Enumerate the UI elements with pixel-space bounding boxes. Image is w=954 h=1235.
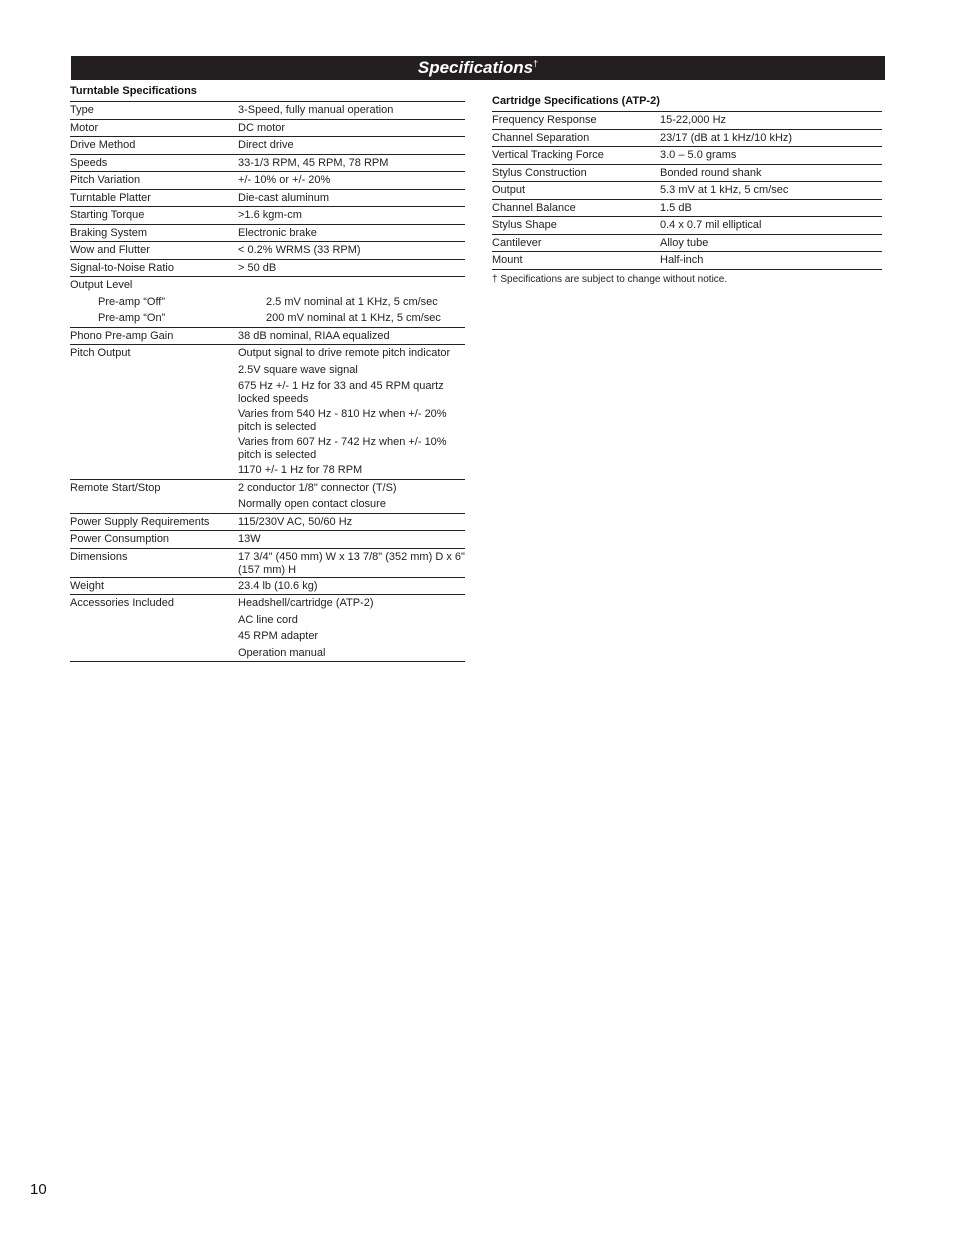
spec-line bbox=[70, 172, 465, 189]
spec-line bbox=[70, 207, 465, 224]
spec-value: Bonded round shank bbox=[660, 166, 762, 179]
spec-label: Type bbox=[70, 104, 94, 116]
spec-label: Pre-amp “On” bbox=[98, 312, 166, 324]
title-dagger: † bbox=[533, 58, 539, 69]
spec-value: Alloy tube bbox=[660, 236, 709, 249]
spec-value: 1.5 dB bbox=[660, 201, 692, 214]
spec-line bbox=[70, 628, 465, 645]
spec-label: Frequency Response bbox=[492, 114, 597, 126]
spec-label: Output Level bbox=[70, 279, 133, 291]
spec-line bbox=[70, 645, 465, 662]
spec-value: 3.0 – 5.0 grams bbox=[660, 149, 737, 161]
spec-label: Dimensions bbox=[70, 550, 128, 563]
spec-value: +/- 10% or +/- 20% bbox=[238, 174, 331, 186]
spec-label bbox=[70, 498, 238, 513]
spec-label: Motor bbox=[70, 121, 99, 134]
spec-value: Half-inch bbox=[660, 254, 704, 266]
spec-line bbox=[70, 549, 465, 577]
spec-line bbox=[70, 514, 465, 531]
spec-value: Electronic brake bbox=[238, 226, 317, 239]
spec-line bbox=[492, 112, 882, 129]
turntable-specs-section bbox=[70, 84, 465, 662]
spec-line bbox=[70, 328, 465, 345]
spec-value: Direct drive bbox=[238, 139, 294, 151]
spec-value: 0.4 x 0.7 mil elliptical bbox=[660, 219, 762, 231]
spec-label: Braking System bbox=[70, 226, 148, 239]
spec-line bbox=[492, 130, 882, 147]
spec-row bbox=[70, 154, 465, 172]
spec-line bbox=[70, 277, 465, 294]
spec-line bbox=[70, 120, 465, 137]
spec-value: 15-22,000 Hz bbox=[660, 114, 727, 126]
spec-row bbox=[70, 259, 465, 277]
spec-row bbox=[70, 548, 465, 577]
spec-row bbox=[70, 530, 465, 548]
spec-value: >1.6 kgm-cm bbox=[238, 209, 302, 221]
spec-value: 5.3 mV at 1 kHz, 5 cm/sec bbox=[660, 184, 789, 196]
spec-label: Phono Pre-amp Gain bbox=[70, 329, 174, 342]
spec-row bbox=[70, 513, 465, 531]
cartridge-specs-table bbox=[492, 111, 882, 270]
spec-line bbox=[70, 595, 465, 612]
spec-value: 17 3/4" (450 mm) W x 13 7/8" (352 mm) D x 6" (157 mm) H bbox=[238, 550, 465, 576]
turntable-specs-table bbox=[70, 101, 465, 662]
spec-row bbox=[492, 111, 882, 129]
spec-label: Stylus Construction bbox=[492, 166, 587, 179]
spec-value: 45 RPM adapter bbox=[238, 630, 319, 642]
spec-line bbox=[70, 345, 465, 362]
spec-row bbox=[70, 136, 465, 154]
spec-row bbox=[492, 199, 882, 217]
spec-label bbox=[70, 630, 238, 645]
spec-line bbox=[70, 294, 465, 311]
spec-row bbox=[70, 327, 465, 345]
spec-line bbox=[70, 260, 465, 277]
spec-line bbox=[70, 480, 465, 497]
spec-row bbox=[492, 234, 882, 252]
spec-label: Weight bbox=[70, 579, 105, 592]
spec-label bbox=[70, 464, 238, 479]
spec-value: > 50 dB bbox=[238, 261, 277, 274]
page-number: 10 bbox=[30, 1181, 47, 1198]
spec-line bbox=[70, 462, 465, 479]
spec-label bbox=[70, 647, 238, 662]
spec-label: Starting Torque bbox=[70, 209, 145, 221]
spec-row bbox=[70, 171, 465, 189]
spec-value: 115/230V AC, 50/60 Hz bbox=[238, 515, 353, 528]
spec-label: Channel Separation bbox=[492, 131, 590, 144]
turntable-specs-title: Turntable Specifications bbox=[70, 85, 197, 97]
spec-line bbox=[492, 182, 882, 199]
spec-value: AC line cord bbox=[238, 613, 298, 626]
spec-label: Power Supply Requirements bbox=[70, 515, 210, 528]
spec-line bbox=[70, 102, 465, 119]
spec-value: 675 Hz +/- 1 Hz for 33 and 45 RPM quartz locked speeds bbox=[238, 380, 444, 405]
spec-line bbox=[70, 310, 465, 327]
spec-label: Signal-to-Noise Ratio bbox=[70, 261, 174, 274]
spec-line bbox=[492, 252, 882, 269]
spec-value: 23.4 lb (10.6 kg) bbox=[238, 579, 318, 592]
spec-value bbox=[238, 279, 465, 294]
cartridge-specs-title: Cartridge Specifications (ATP-2) bbox=[492, 95, 660, 107]
page-title: Specifications bbox=[417, 58, 534, 77]
spec-line bbox=[70, 137, 465, 154]
spec-value: 1170 +/- 1 Hz for 78 RPM bbox=[238, 464, 363, 476]
spec-row bbox=[70, 594, 465, 662]
spec-row bbox=[70, 206, 465, 224]
spec-value: 200 mV nominal at 1 KHz, 5 cm/sec bbox=[266, 312, 441, 324]
spec-label bbox=[70, 408, 238, 434]
spec-line bbox=[492, 200, 882, 217]
spec-label: Accessories Included bbox=[70, 597, 174, 609]
spec-line bbox=[70, 378, 465, 406]
spec-row bbox=[70, 577, 465, 595]
spec-line bbox=[70, 434, 465, 462]
spec-label bbox=[70, 364, 238, 379]
cartridge-specs-section bbox=[492, 94, 882, 285]
spec-row bbox=[70, 101, 465, 119]
spec-value: Varies from 607 Hz - 742 Hz when +/- 10% pitch is selected bbox=[238, 436, 447, 461]
spec-line bbox=[70, 578, 465, 595]
spec-value: Headshell/cartridge (ATP-2) bbox=[238, 597, 374, 609]
spec-value: 3-Speed, fully manual operation bbox=[238, 104, 394, 116]
spec-row bbox=[492, 251, 882, 270]
spec-label: Stylus Shape bbox=[492, 219, 557, 231]
spec-row bbox=[492, 164, 882, 182]
spec-line bbox=[70, 155, 465, 172]
spec-line bbox=[492, 235, 882, 252]
spec-value: DC motor bbox=[238, 121, 286, 134]
spec-value: 38 dB nominal, RIAA equalized bbox=[238, 329, 390, 342]
spec-value: Die-cast aluminum bbox=[238, 191, 330, 204]
spec-line bbox=[70, 225, 465, 242]
spec-line bbox=[70, 362, 465, 379]
spec-value: 13W bbox=[238, 533, 261, 545]
page-title-bar bbox=[71, 56, 885, 80]
spec-line bbox=[70, 242, 465, 259]
spec-value: < 0.2% WRMS (33 RPM) bbox=[238, 244, 361, 256]
spec-row bbox=[70, 189, 465, 207]
spec-label bbox=[70, 614, 238, 629]
spec-label: Pitch Variation bbox=[70, 174, 141, 186]
spec-row bbox=[492, 146, 882, 164]
spec-line bbox=[492, 165, 882, 182]
spec-label: Output bbox=[492, 184, 526, 196]
spec-label: Pitch Output bbox=[70, 347, 131, 359]
spec-row bbox=[492, 216, 882, 234]
spec-label: Drive Method bbox=[70, 139, 136, 151]
spec-row bbox=[70, 119, 465, 137]
spec-line bbox=[70, 496, 465, 513]
spec-label: Channel Balance bbox=[492, 201, 576, 214]
spec-label: Cantilever bbox=[492, 236, 542, 249]
spec-value: Output signal to drive remote pitch indicator bbox=[238, 347, 451, 359]
spec-label: Remote Start/Stop bbox=[70, 481, 161, 494]
spec-line bbox=[70, 190, 465, 207]
spec-line bbox=[70, 612, 465, 629]
spec-value: Varies from 540 Hz - 810 Hz when +/- 20% pitch is selected bbox=[238, 408, 447, 433]
spec-row bbox=[492, 181, 882, 199]
spec-value: Normally open contact closure bbox=[238, 498, 386, 510]
spec-label: Pre-amp “Off” bbox=[98, 295, 166, 308]
footnote: † Specifications are subject to change without notice. bbox=[492, 273, 728, 285]
spec-row bbox=[70, 344, 465, 479]
spec-label: Mount bbox=[492, 254, 523, 266]
spec-value: 2.5V square wave signal bbox=[238, 363, 358, 376]
spec-label: Turntable Platter bbox=[70, 191, 151, 204]
spec-row bbox=[492, 129, 882, 147]
spec-label: Power Consumption bbox=[70, 533, 170, 545]
spec-value: Operation manual bbox=[238, 646, 326, 659]
spec-row bbox=[70, 479, 465, 513]
spec-line bbox=[492, 147, 882, 164]
spec-row bbox=[70, 276, 465, 327]
spec-value: 2.5 mV nominal at 1 KHz, 5 cm/sec bbox=[266, 295, 438, 308]
spec-row bbox=[70, 241, 465, 259]
spec-value: 33-1/3 RPM, 45 RPM, 78 RPM bbox=[238, 156, 389, 169]
spec-line bbox=[70, 531, 465, 548]
spec-value: 23/17 (dB at 1 kHz/10 kHz) bbox=[660, 131, 793, 144]
spec-line bbox=[492, 217, 882, 234]
spec-label bbox=[70, 380, 238, 406]
spec-label: Speeds bbox=[70, 156, 108, 169]
spec-row bbox=[70, 224, 465, 242]
spec-label bbox=[70, 436, 238, 462]
spec-value: 2 conductor 1/8" connector (T/S) bbox=[238, 481, 397, 494]
spec-label: Wow and Flutter bbox=[70, 244, 150, 256]
spec-label: Vertical Tracking Force bbox=[492, 149, 604, 161]
spec-line bbox=[70, 406, 465, 434]
